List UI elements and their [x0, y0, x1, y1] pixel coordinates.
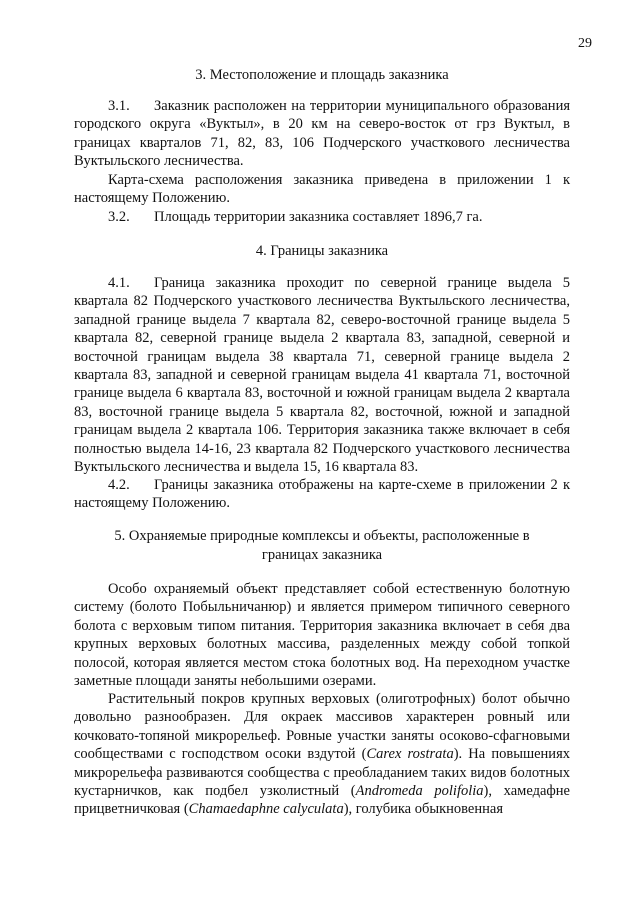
paragraph-4-2: [74, 476, 570, 513]
page-number: 29: [578, 36, 592, 51]
paragraph-4-1-number: 4.1.: [108, 275, 130, 291]
section-4-heading: 4. Границы заказника: [255, 243, 389, 259]
paragraph-3-2-text: Площадь территории заказника составляет 1896,7 га.: [154, 209, 483, 225]
paragraph-4-1-text: Граница заказника проходит по северной границе выдела 5 квартала 82 Подчерского участкового лесничества Вуктыльского лесничества, западной границе выдела 7 квартала 82, северо-восточной границе выдела 5 квартала 82, северной границе выдела 2 квартала 83, западной, северной и восточной границам выдела 38 квартала 71, северной границе выдела 2 квартала 83, западной и северной границам выдела 41 квартала 71, восточной границе выдела 6 квартала 83, восточной и южной границам выдела 2 квартала 83, восточной границе выдела 5 квартала 82, восточной, южной и западной границам выдела 2 квартала 106. Территория заказника также включает в себя полностью выдела 14-16, 23 квартала 82 Подчерского участкового лесничества Вуктыльского лесничества и выдела 15, 16 квартала 83.: [74, 275, 570, 476]
paragraph-2-part-d: ), голубика обыкновенная: [343, 801, 503, 818]
paragraph-2-part-b: ). На повышениях микрорельефа развиваются сообщества с преобладанием таких видов болотных кустарничков, как подбел узколистный (: [74, 746, 570, 800]
latin-name-andromeda: Andromeda polifolia: [355, 783, 484, 800]
latin-name-carex: Carex rostrata: [366, 746, 454, 763]
paragraph-2-part-c: ), хамедафне прицветничковая (: [74, 783, 570, 818]
section-5-heading-line-1: 5. Охраняемые природные комплексы и объекты, расположенные в: [114, 528, 530, 544]
paragraph-3-1-text: Заказник расположен на территории муниципального образования городского округа «Вуктыл», в 20 км на северо-восток от грз Вуктыл, в границах кварталов 71, 82, 83, 106 Подчерского участкового лесничества Вуктыльского лесничества.: [74, 98, 570, 170]
paragraph-2-part-a: Растительный покров крупных верховых (олиготрофных) болот обычно довольно разнообразен. Для окраек массивов характерен ровный или кочковато-топяной микрорельеф. Ровные участки заняты осоково-сфагновыми сообществами с господством осоки вздутой (: [74, 691, 570, 763]
paragraph-3-1-note: Карта-схема расположения заказника приведена в приложении 1 к настоящему Положению.: [74, 172, 570, 207]
section-5-heading-line-2: границах заказника: [261, 547, 383, 563]
paragraph-4-2-text: Границы заказника отображены на карте-схеме в приложении 2 к настоящему Положению.: [74, 477, 570, 512]
paragraph-4-1: [74, 274, 570, 476]
section-5-paragraph-2: [74, 690, 570, 819]
section-3-heading: 3. Местоположение и площадь заказника: [195, 67, 449, 83]
paragraph-3-1-number: 3.1.: [108, 98, 130, 114]
section-5-paragraph-1: Особо охраняемый объект представляет собой естественную болотную систему (болото Побыльничанюр) и является примером типичного северного болота с верховым типом питания. Территория заказника включает в себя два крупных верховых болотных массива, разделенных между собой топкой полосой, которая является местом стока болотных вод. На переходном участке заметные площади заняты небольшими озерами.: [74, 581, 570, 690]
paragraph-3-2: [74, 208, 570, 226]
paragraph-4-2-number: 4.2.: [108, 477, 130, 493]
paragraph-3-1: [74, 97, 570, 171]
latin-name-chamaedaphne: Chamaedaphne calyculata: [188, 801, 344, 818]
paragraph-3-2-number: 3.2.: [108, 209, 130, 225]
